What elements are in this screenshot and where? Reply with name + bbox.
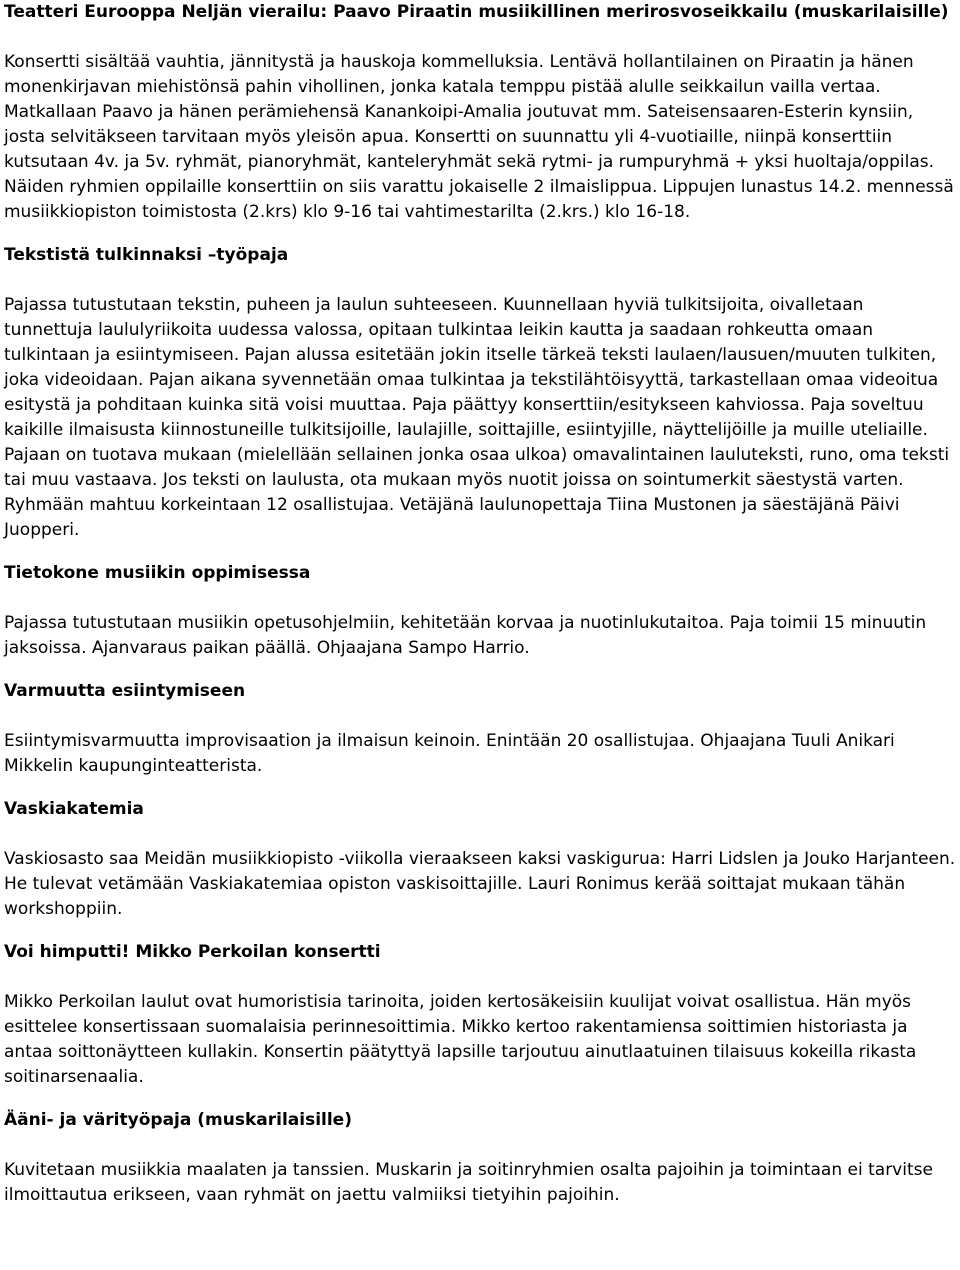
section-body: Esiintymisvarmuutta improvisaation ja ilmaisun keinoin. Enintään 20 osallistujaa. Ohjaajana Tuuli Anikari Mikkelin kaupunginteatterista. [4,731,895,776]
section-heading: Ääni- ja värityöpaja (muskarilaisille) [4,1110,352,1130]
spacer [4,922,956,940]
spacer [4,268,956,293]
spacer [4,586,956,611]
spacer [4,661,956,679]
section-body: Mikko Perkoilan laulut ovat humoristisia tarinoita, joiden kertosäkeisiin kuulijat voivat osallistua. Hän myös esittelee konsertissaan suomalaisia perinnesoittimia. Mikko kertoo rakentamiensa soittimien historiasta ja antaa soittonäytteen kullakin. Konsertin päätyttyä lapsille tarjoutuu ainutlaatuinen tilaisuus kokeilla rikasta soitinarsenaalia. [4,992,917,1087]
section-heading: Tietokone musiikin oppimisessa [4,563,311,583]
section-heading: Tekstistä tulkinnaksi –työpaja [4,245,289,265]
spacer [4,965,956,990]
spacer [4,779,956,797]
section-varmuutta [4,679,956,779]
section-aani-ja-varityopaja [4,1108,956,1208]
section-body: Kuvitetaan musiikkia maalaten ja tanssien. Muskarin ja soitinryhmien osalta pajoihin ja toimintaan ei tarvitse ilmoittautua erikseen, vaan ryhmät on jaettu valmiiksi tietyihin pajoihin. [4,1160,933,1205]
section-vaskiakatemia [4,797,956,922]
section-heading: Voi himputti! Mikko Perkoilan konsertti [4,942,381,962]
spacer [4,704,956,729]
section-body: Vaskiosasto saa Meidän musiikkiopisto -viikolla vieraakseen kaksi vaskigurua: Harri Lidslen ja Jouko Harjanteen. He tulevat vetämään Vaskiakatemiaa opiston vaskisoittajille. Lauri Ronimus kerää soittajat mukaan tähän workshoppiin. [4,849,956,919]
section-paavo-piraatti [4,0,956,225]
spacer [4,822,956,847]
spacer [4,225,956,243]
section-body: Pajassa tutustutaan tekstin, puheen ja laulun suhteeseen. Kuunnellaan hyviä tulkitsijoita, oivalletaan tunnettuja laululyriikoita uudessa valossa, opitaan tulkintaa leikin kautta ja saadaan rohkeutta omaan tulkintaan ja esiintymiseen. Pajan alussa esitetään jokin itselle tärkeä teksti laulaen/lausuen/muuten tulkiten, joka videoidaan. Pajan aikana syvennetään omaa tulkintaa ja tekstilähtöisyyttä, tarkastellaan omaa videoitua esitystä ja pohditaan kuinka sitä voisi muuttaa. Paja päättyy konserttiin/esitykseen kahviossa. Paja soveltuu kaikille ilmaisusta kiinnostuneille tulkitsijoille, laulajille, soittajille, esiintyjille, näyttelijöille ja muille uteliaille. Pajaan on tuotava mukaan (mielellään sellainen jonka osaa ulkoa) omavalintainen lauluteksti, runo, oma teksti tai muu vastaava. Jos teksti on laulusta, ota mukaan myös nuotit joissa on sointumerkit säestystä varten. Ryhmään mahtuu korkeintaan 12 osallistujaa. Vetäjänä laulunopettaja Tiina Mustonen ja säestäjänä Päivi Juopperi. [4,295,950,540]
section-body: Pajassa tutustutaan musiikin opetusohjelmiin, kehitetään korvaa ja nuotinlukutaitoa. Paja toimii 15 minuutin jaksoissa. Ajanvaraus paikan päällä. Ohjaajana Sampo Harrio. [4,613,927,658]
spacer [4,25,956,50]
section-heading: Vaskiakatemia [4,799,144,819]
document-page [4,0,956,1208]
section-heading: Teatteri Eurooppa Neljän vierailu: Paavo Piraatin musiikillinen merirosvoseikkailu (muskarilaisille) [4,2,949,22]
section-tietokone [4,561,956,661]
section-voi-himputti [4,940,956,1090]
spacer [4,1133,956,1158]
section-heading: Varmuutta esiintymiseen [4,681,246,701]
spacer [4,543,956,561]
spacer [4,1090,956,1108]
section-body: Konsertti sisältää vauhtia, jännitystä ja hauskoja kommelluksia. Lentävä hollantilainen on Piraatin ja hänen monenkirjavan miehistönsä pahin vihollinen, jonka katala temppu pistää alulle seikkailun vailla vertaa. Matkallaan Paavo ja hänen perämiehensä Kanankoipi-Amalia joutuvat mm. Sateisensaaren-Esterin kynsiin, josta selvitäkseen tarvitaan myös yleisön apua. Konsertti on suunnattu yli 4-vuotiaille, niinpä konserttiin kutsutaan 4v. ja 5v. ryhmät, pianoryhmät, kanteleryhmät sekä rytmi- ja rumpuryhmä + yksi huoltaja/oppilas. Näiden ryhmien oppilaille konserttiin on siis varattu jokaiselle 2 ilmaislippua. Lippujen lunastus 14.2. mennessä musiikkiopiston toimistosta (2.krs) klo 9-16 tai vahtimestarilta (2.krs.) klo 16-18. [4,52,954,222]
section-tekstista-tulkinnaksi [4,243,956,543]
